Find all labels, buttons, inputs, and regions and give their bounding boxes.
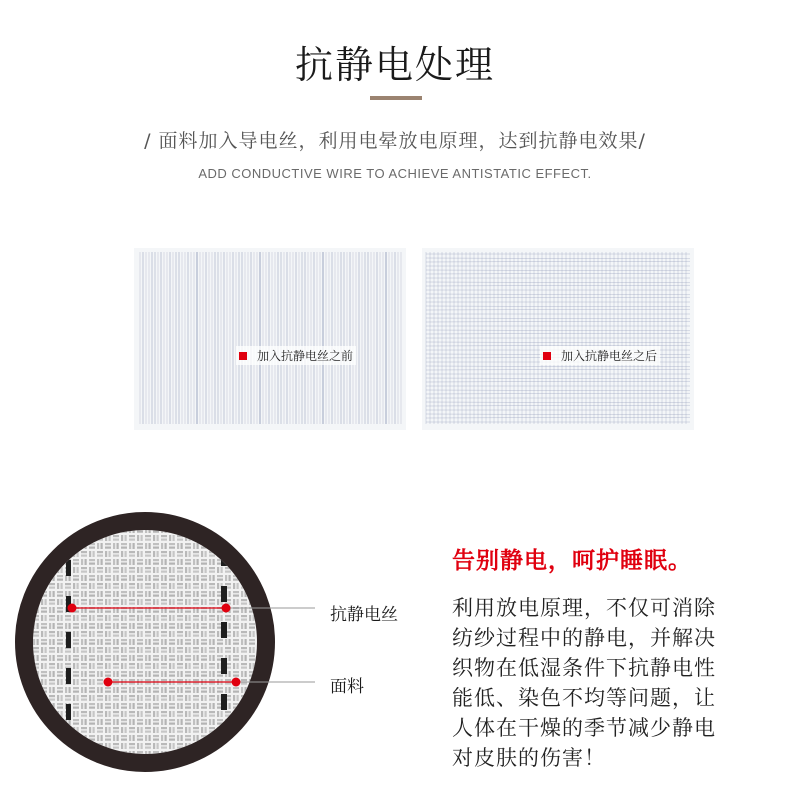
before-fabric-panel (134, 248, 406, 430)
description-line: 对皮肤的伤害！ (452, 746, 606, 770)
description-line: 织物在低湿条件下抗静电性 (452, 656, 716, 680)
before-label (236, 346, 356, 365)
before-label-text: 加入抗静电丝之前 (257, 349, 354, 363)
red-marker-icon (543, 352, 551, 360)
title-divider (370, 96, 422, 100)
slogan-heading: 告别静电，呵护睡眠。 (452, 548, 692, 574)
red-marker-icon (239, 352, 247, 360)
page-title: 抗静电处理 (294, 43, 495, 87)
description-line: 人体在干燥的季节减少静电 (452, 716, 716, 740)
label-antistatic-wire: 抗静电丝 (330, 605, 398, 625)
subtitle-english: ADD CONDUCTIVE WIRE TO ACHIEVE ANTISTATIC EFFECT. (198, 166, 592, 181)
description-line: 能低、染色不均等问题，让 (452, 686, 716, 710)
vertical-stripe-texture (134, 248, 406, 430)
fabric-magnifier-diagram (0, 470, 440, 806)
grid-texture (422, 248, 694, 430)
after-fabric-panel (422, 248, 694, 430)
after-label (540, 346, 660, 365)
label-fabric: 面料 (330, 677, 364, 697)
after-label-text: 加入抗静电丝之后 (561, 349, 658, 363)
description-line: 利用放电原理，不仅可消除 (452, 596, 716, 620)
description-line: 纺纱过程中的静电，并解决 (452, 626, 716, 650)
subtitle-chinese: / 面料加入导电丝，利用电晕放电原理，达到抗静电效果/ (144, 130, 646, 152)
